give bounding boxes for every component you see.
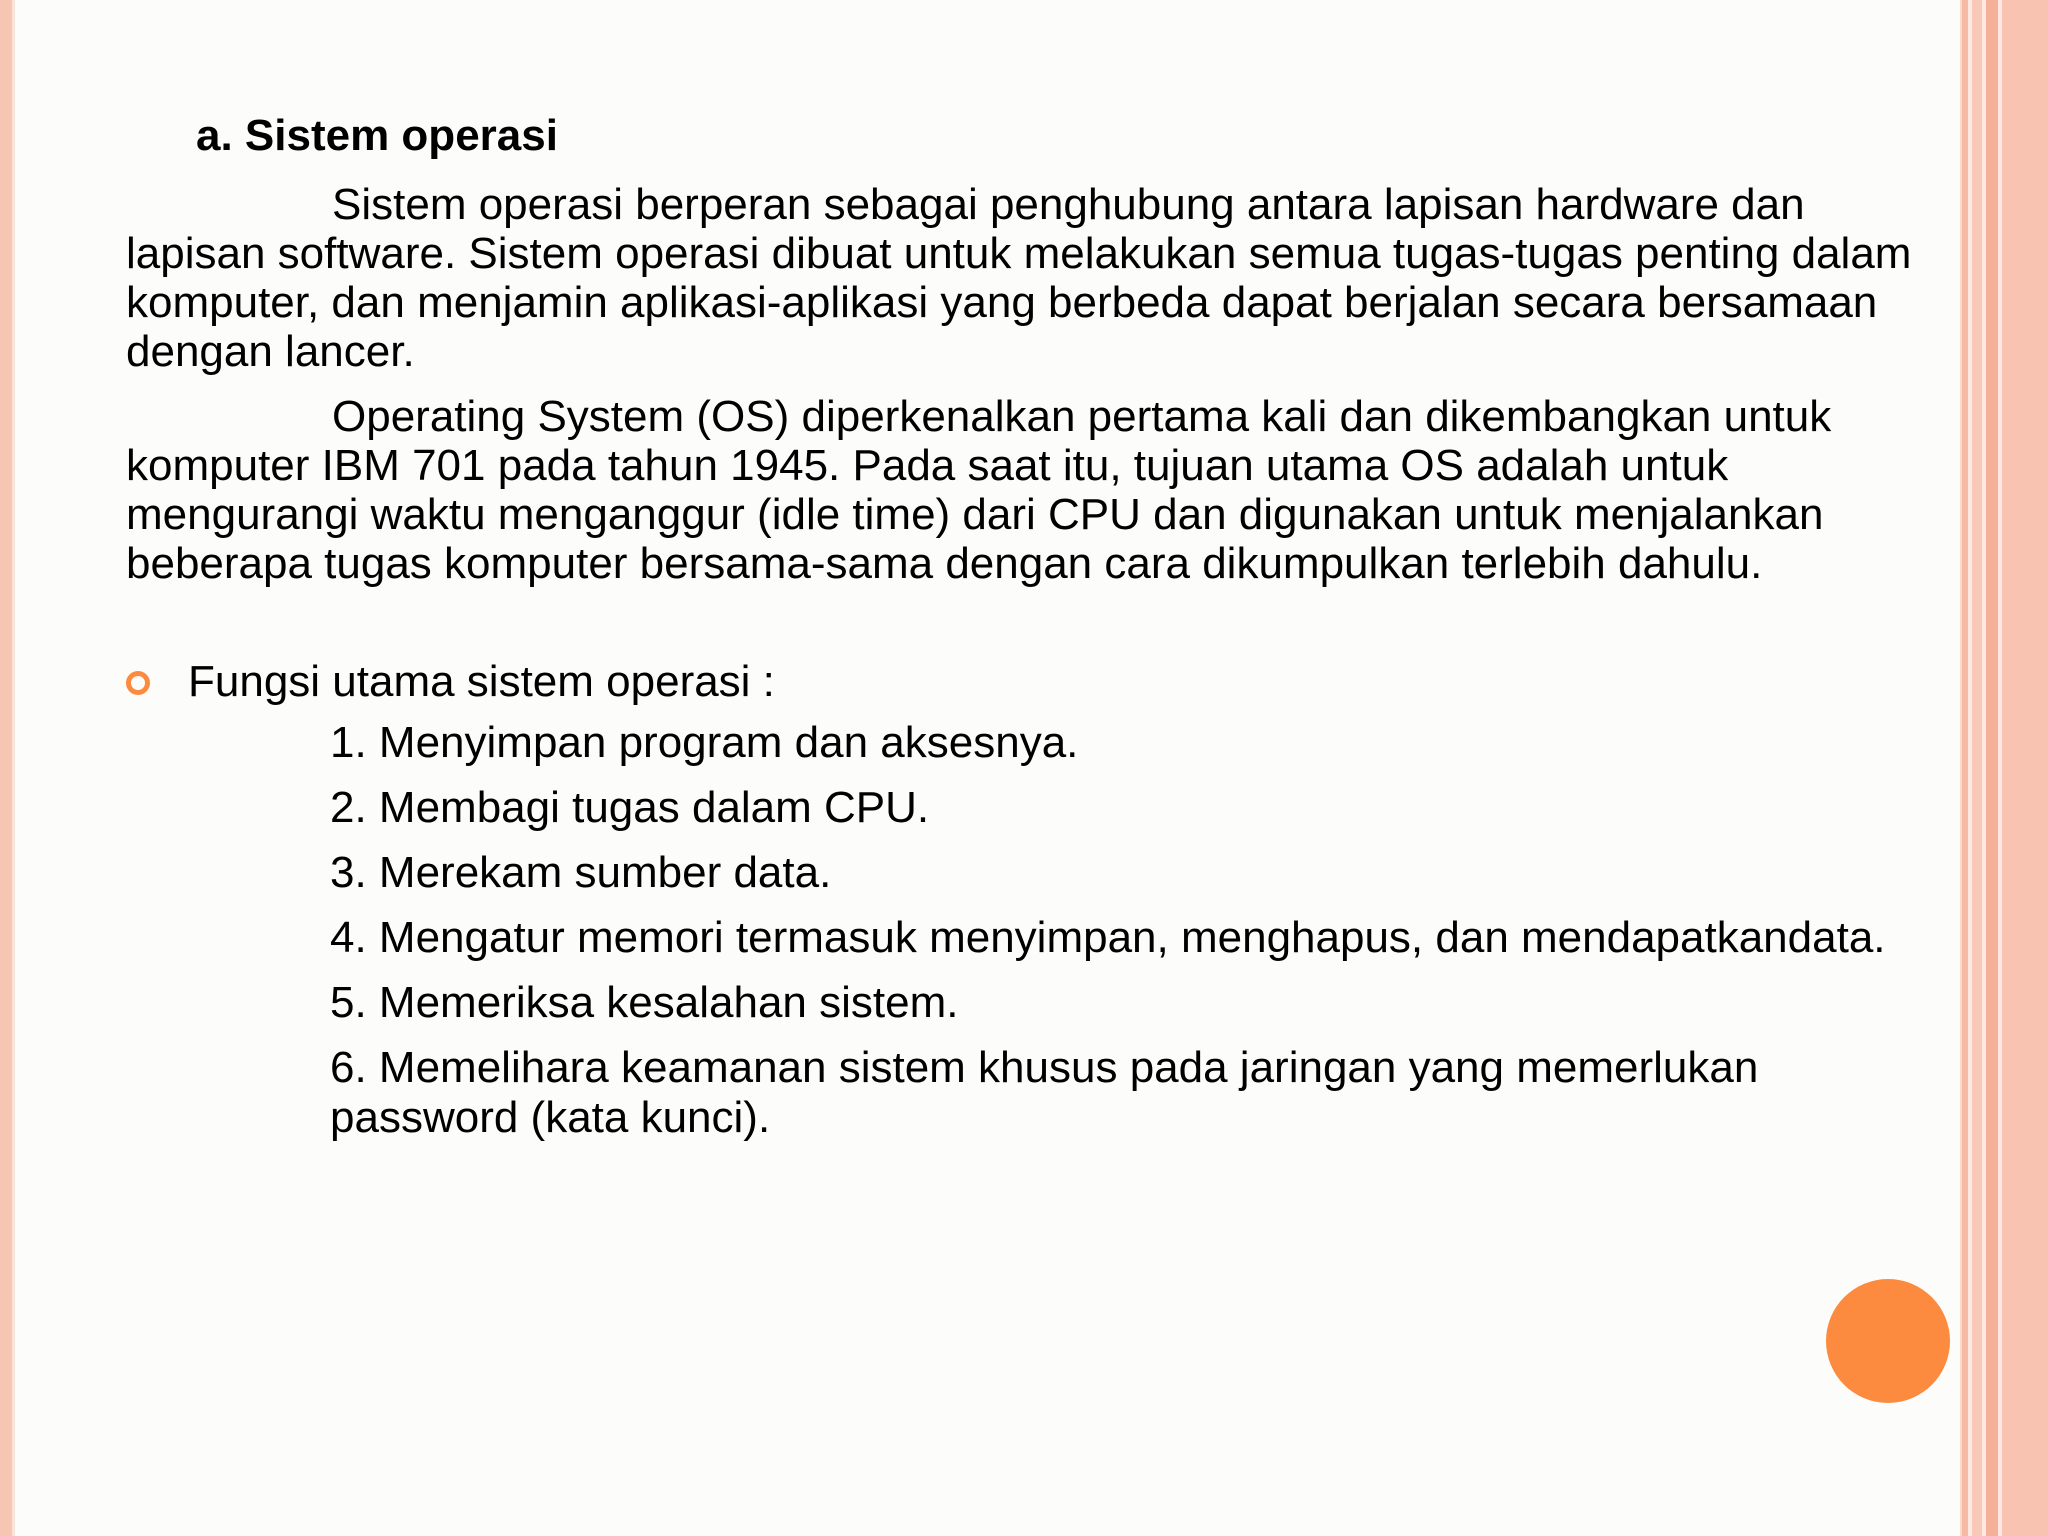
bullet-text: Fungsi utama sistem operasi : — [188, 657, 775, 706]
paragraph-os-role: Sistem operasi berperan sebagai penghubung antara lapisan hardware dan lapisan software. Sistem operasi dibuat untuk melakukan semua tugas-tugas penting dalam komputer, dan menjamin aplikasi-aplikasi yang berbeda dapat berjalan secara bersamaan dengan lancer. — [126, 180, 1912, 376]
left-border-line — [12, 0, 15, 1536]
functions-list — [330, 718, 1890, 1158]
decorative-orange-circle — [1826, 1279, 1950, 1403]
hollow-circle-bullet-icon — [126, 671, 150, 695]
slide-heading: a. Sistem operasi — [196, 111, 558, 160]
list-item: 4. Mengatur memori termasuk menyimpan, menghapus, dan mendapatkandata. — [330, 913, 1886, 962]
list-item: 3. Merekam sumber data. — [330, 848, 832, 897]
right-frame-stripe — [1986, 0, 1998, 1536]
list-item: 1. Menyimpan program dan aksesnya. — [330, 718, 1079, 767]
right-frame-stripe — [2002, 0, 2048, 1536]
right-frame-stripe — [1972, 0, 1982, 1536]
list-item: 5. Memeriksa kesalahan sistem. — [330, 978, 959, 1027]
paragraph-os-history: Operating System (OS) diperkenalkan pertama kali dan dikembangkan untuk komputer IBM 701 pada tahun 1945. Pada saat itu, tujuan utama OS adalah untuk mengurangi waktu menganggur (idle time) dari CPU dan digunakan untuk menjalankan beberapa tugas komputer bersama-sama dengan cara dikumpulkan terlebih dahulu. — [126, 392, 1832, 588]
list-item: 2. Membagi tugas dalam CPU. — [330, 783, 930, 832]
list-item: 6. Memelihara keamanan sistem khusus pada jaringan yang memerlukan password (kata kunci). — [330, 1043, 1759, 1142]
left-border-strip — [0, 0, 12, 1536]
